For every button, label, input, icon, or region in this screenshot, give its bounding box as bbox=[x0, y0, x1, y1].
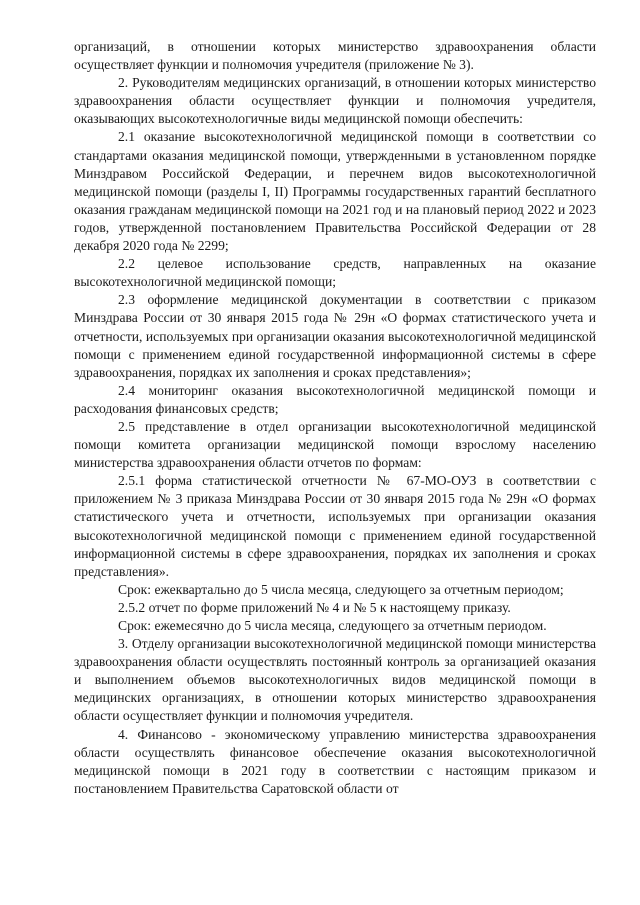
paragraph-item-2-2: 2.2 целевое использование средств, направленных на оказание высокотехнологичной медицинской помощи; bbox=[74, 256, 596, 290]
document-body bbox=[74, 38, 596, 798]
paragraph-item-2: 2. Руководителям медицинских организаций, в отношении которых министерство здравоохранения области осуществляет функции и полномочия учредителя, оказывающих высокотехнологичные виды медицинской помощи обеспечить: bbox=[74, 75, 596, 127]
paragraph-deadline-quarterly: Срок: ежеквартально до 5 числа месяца, следующего за отчетным периодом; bbox=[118, 581, 564, 597]
paragraph-item-3: 3. Отделу организации высокотехнологичной медицинской помощи министерства здравоохранения области осуществлять постоянный контроль за организацией оказания и выполнением объемов высокотехнологичных видов медицинской помощи в медицинских организациях, в отношении которых министерство здравоохранения области осуществляет функции и полномочия учредителя. bbox=[74, 636, 596, 724]
paragraph-deadline-monthly: Срок: ежемесячно до 5 числа месяца, следующего за отчетным периодом. bbox=[118, 618, 547, 633]
paragraph-item-2-5-1: 2.5.1 форма статистической отчетности № 67-МО-ОУЗ в соответствии с приложением № 3 приказа Минздрава России от 30 января 2015 года № 29н «О формах статистического учета и отчетности, используемых при организации оказания высокотехнологичной медицинской помощи с применением единой государственной информационной системы в сфере здравоохранения, порядках их заполнения и сроках представления». bbox=[74, 473, 596, 579]
paragraph-item-2-5-2: 2.5.2 отчет по форме приложений № 4 и № 5 к настоящему приказу. bbox=[118, 599, 511, 615]
paragraph-continuation: организаций, в отношении которых министерство здравоохранения области осуществляет функции и полномочия учредителя (приложение № 3). bbox=[74, 39, 596, 73]
paragraph-item-2-5: 2.5 представление в отдел организации высокотехнологичной медицинской помощи комитета организации медицинской помощи взрослому населению министерства здравоохранения области отчетов по формам: bbox=[74, 418, 596, 471]
paragraph-item-2-1: 2.1 оказание высокотехнологичной медицинской помощи в соответствии со стандартами оказания медицинской помощи, утвержденными в установленном порядке Минздравом Российской Федерации, и перечнем видов высокотехнологичной медицинской помощи (разделы I, II) Программы государственных гарантий бесплатного оказания гражданам медицинской помощи на 2021 год и на плановый период 2022 и 2023 годов, утвержденной постановлением Правительства Российской Федерации от 28 декабря 2020 года № 2299; bbox=[74, 129, 596, 254]
paragraph-item-2-4: 2.4 мониторинг оказания высокотехнологичной медицинской помощи и расходования финансовых средств; bbox=[74, 382, 596, 416]
paragraph-item-2-3: 2.3 оформление медицинской документации в соответствии с приказом Минздрава России от 30 января 2015 года № 29н «О формах статистического учета и отчетности, используемых при организации оказания высокотехнологичной медицинской помощи с применением единой государственной информационной системы в сфере здравоохранения, порядках их заполнения и сроках представления»; bbox=[74, 292, 596, 380]
paragraph-item-4: 4. Финансово - экономическому управлению министерства здравоохранения области осуществлять финансовое обеспечение оказания высокотехнологичной медицинской помощи в 2021 году в соответствии с настоящим приказом и постановлением Правительства Саратовской области от bbox=[74, 726, 596, 796]
